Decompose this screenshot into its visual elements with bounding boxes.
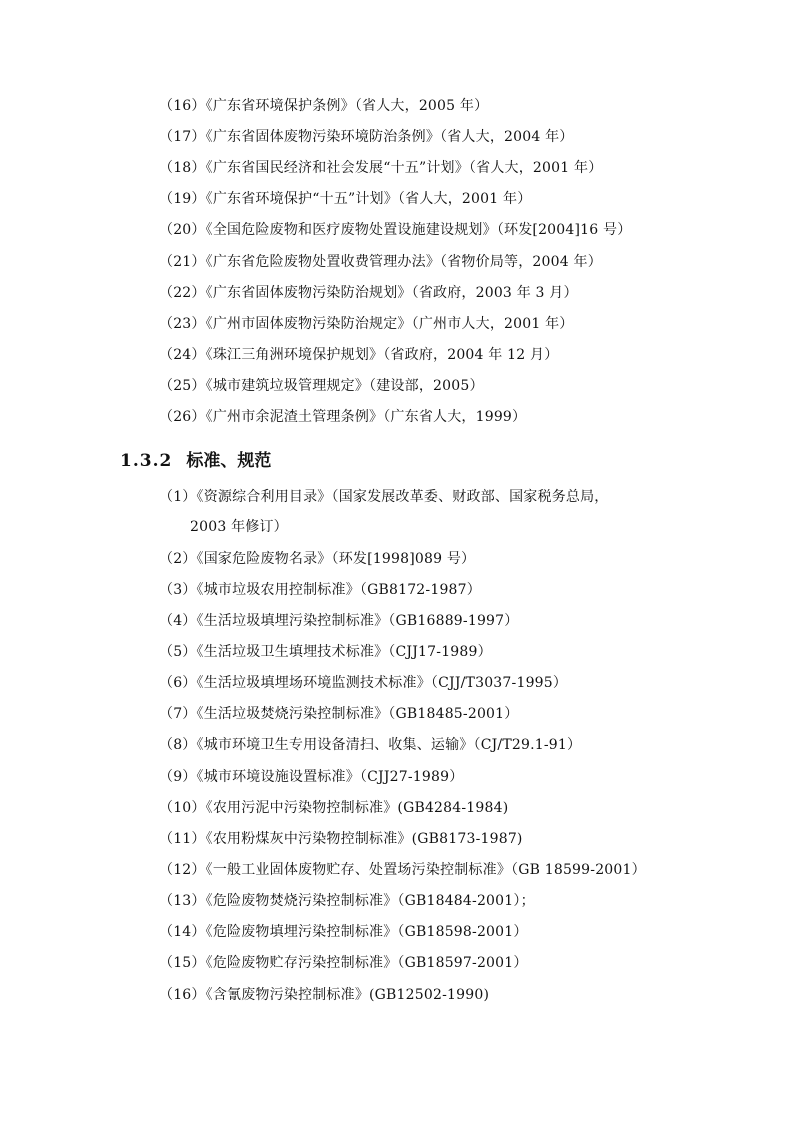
standard-item-8: （8）《城市环境卫生专用设备清扫、收集、运输》（CJ/T29.1-91） [159,737,582,753]
law-item-24: （24）《珠江三角洲环境保护规划》（省政府，2004 年 12 月） [159,347,559,363]
standard-item-7: （7）《生活垃圾焚烧污染控制标准》（GB18485-2001） [159,706,519,722]
law-item-18: （18）《广东省国民经济和社会发展“十五”计划》（省人大，2001 年） [159,160,603,176]
standard-item-15: （15）《危险废物贮存污染控制标准》（GB18597-2001） [159,955,528,971]
standard-item-2: （2）《国家危险废物名录》（环发[1998]089 号） [159,551,476,567]
standard-item-13: （13）《危险废物焚烧污染控制标准》（GB18484-2001）； [159,893,535,909]
standard-item-4: （4）《生活垃圾填埋污染控制标准》（GB16889-1997） [159,613,519,629]
law-item-16: （16）《广东省环境保护条例》（省人大，2005 年） [159,98,489,114]
standard-item-10: （10）《农用污泥中污染物控制标准》(GB4284-1984) [159,800,509,816]
section-heading [120,449,271,473]
standard-item-12: （12）《一般工业固体废物贮存、处置场污染控制标准》（GB 18599-2001） [159,862,646,878]
law-item-17: （17）《广东省固体废物污染环境防治条例》（省人大，2004 年） [159,129,574,145]
standard-item-14: （14）《危险废物填埋污染控制标准》（GB18598-2001） [159,924,528,940]
standard-item-16: （16）《含氰废物污染控制标准》(GB12502-1990) [159,987,490,1003]
law-item-26: （26）《广州市余泥渣土管理条例》（广东省人大，1999） [159,409,527,425]
standard-item-6: （6）《生活垃圾填埋场环境监测技术标准》（CJJ/T3037-1995） [159,675,568,691]
section-number: 1.3.2 [120,451,173,471]
standard-item-3: （3）《城市垃圾农用控制标准》（GB8172-1987） [159,582,481,598]
section-title: 标准、规范 [186,451,272,471]
law-item-20: （20）《全国危险废物和医疗废物处置设施建设规划》（环发[2004]16 号） [159,222,632,238]
standard-item-9: （9）《城市环境设施设置标准》（CJJ27-1989） [159,769,464,785]
law-item-25: （25）《城市建筑垃圾管理规定》（建设部，2005） [159,378,484,394]
law-item-23: （23）《广州市固体废物污染防治规定》（广州市人大，2001 年） [159,316,574,332]
standard-item-11: （11）《农用粉煤灰中污染物控制标准》(GB8173-1987) [159,831,523,847]
law-item-22: （22）《广东省固体废物污染防治规划》（省政府，2003 年 3 月） [159,285,578,301]
standard-item-1-continuation: 2003 年修订） [190,519,288,535]
standard-item-5: （5）《生活垃圾卫生填埋技术标准》（CJJ17-1989） [159,644,492,660]
law-item-19: （19）《广东省环境保护“十五”计划》（省人大，2001 年） [159,191,532,207]
standard-item-1: （1）《资源综合利用目录》（国家发展改革委、财政部、国家税务总局， [159,489,609,505]
law-item-21: （21）《广东省危险废物处置收费管理办法》（省物价局等，2004 年） [159,254,602,270]
